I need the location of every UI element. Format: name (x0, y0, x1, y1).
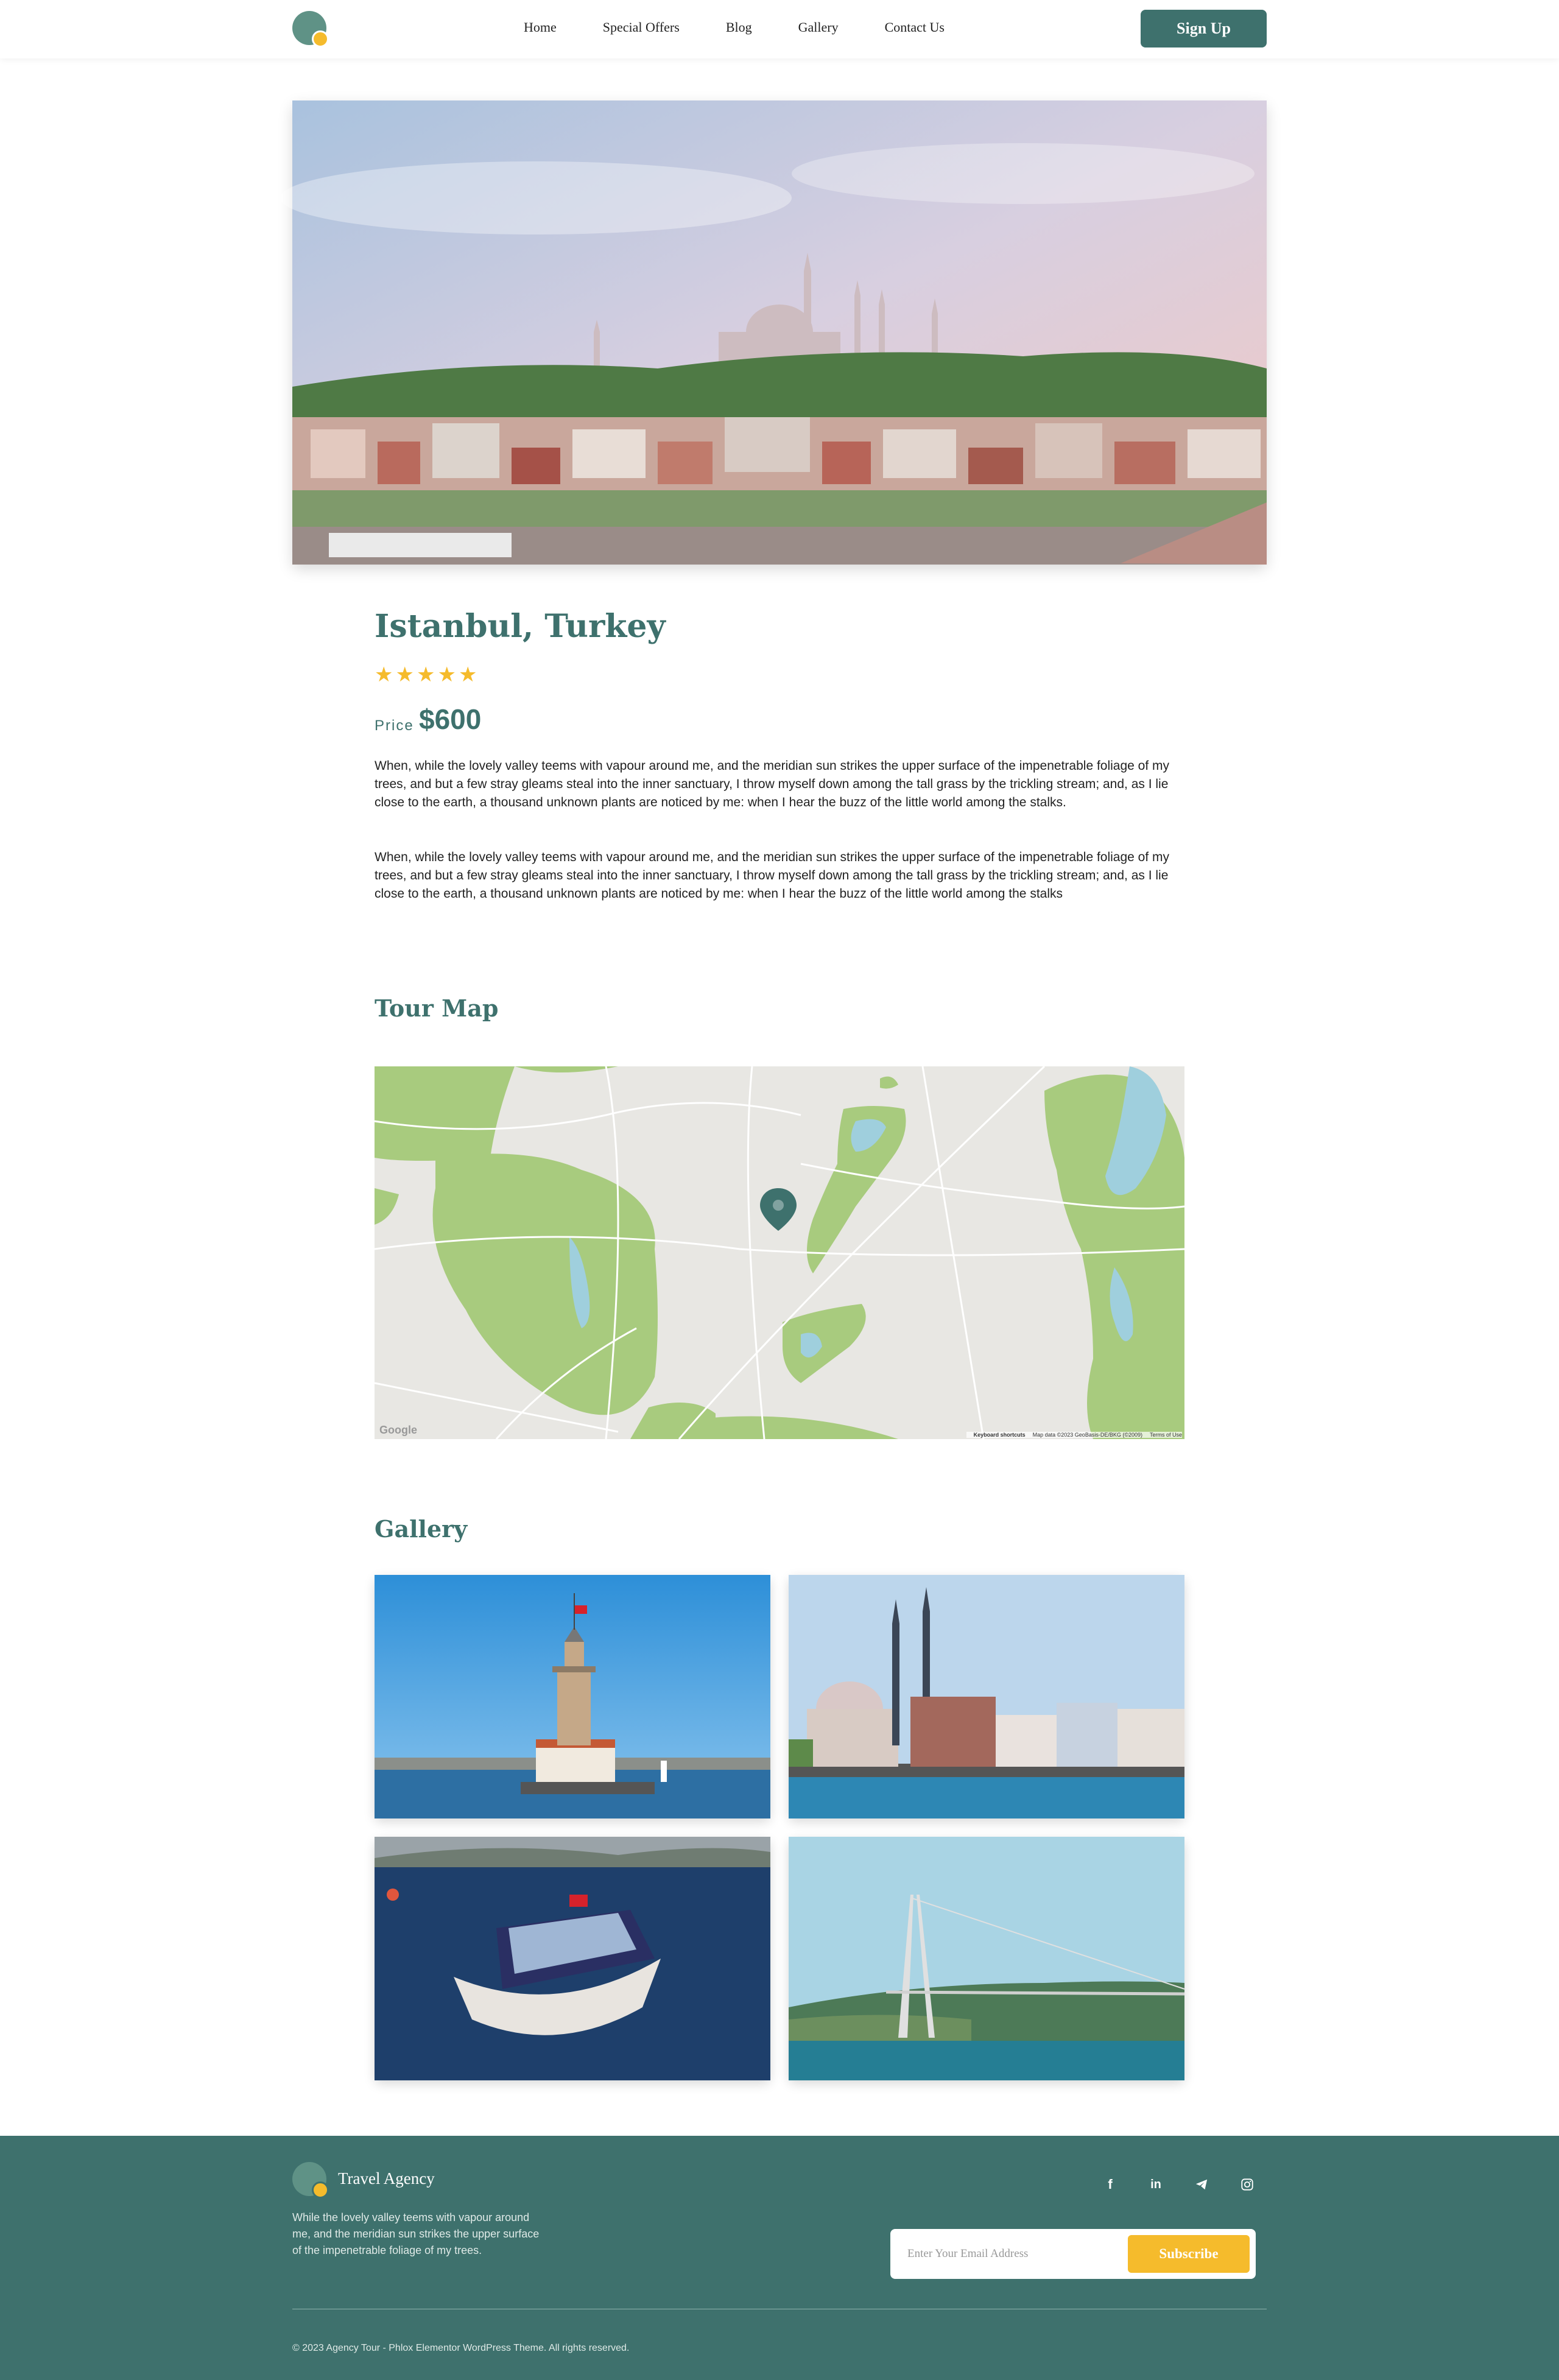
gallery-image-boat[interactable] (375, 1837, 770, 2080)
description-paragraph: When, while the lovely valley teems with vapour around me, and the meridian sun strikes the upper surface of the impenetrable foliage of my trees, and but a few stray gleams steal into the inner sanctuary, I throw myself down among the tall grass by the trickling stream; and, as I lie close to the earth, a thousand unknown plants are noticed by me: when I hear the buzz of the little world among the stalks (375, 850, 1170, 901)
logo-dot (312, 30, 329, 48)
terms-link[interactable]: Terms of Use (1149, 1432, 1182, 1438)
footer-logo[interactable] (292, 2162, 329, 2199)
tour-map[interactable] (375, 1066, 1184, 1439)
star-icon: ★ (416, 663, 435, 686)
email-input[interactable]: Enter Your Email Address (907, 2247, 1029, 2260)
linkedin-icon[interactable]: in (1150, 2177, 1161, 2191)
top-nav (0, 0, 1559, 58)
tour-map-title: Tour Map (375, 995, 499, 1022)
subscribe-button[interactable]: Subscribe (1128, 2235, 1250, 2273)
gallery-image-maiden-tower[interactable] (375, 1575, 770, 1818)
footer-description: While the lovely valley teems with vapour around me, and the meridian sun strikes the upper surface of the impenetrable foliage of my trees. (292, 2211, 540, 2256)
footer-brand: Travel Agency (338, 2169, 435, 2188)
gallery-image-ortakoy-mosque[interactable] (789, 1575, 1184, 1818)
facebook-icon[interactable]: f (1108, 2177, 1113, 2192)
description-paragraph: When, while the lovely valley teems with vapour around me, and the meridian sun strikes the upper surface of the impenetrable foliage of my trees, and but a few stray gleams steal into the inner sanctuary, I throw myself down among the tall grass by the trickling stream; and, as I lie close to the earth, a thousand unknown plants are noticed by me: when I hear the buzz of the little world among the stalks. (375, 759, 1170, 809)
star-icon: ★ (395, 663, 414, 686)
price-label: Price (375, 717, 414, 734)
nav-gallery[interactable]: Gallery (798, 19, 839, 35)
logo-dot (312, 2181, 329, 2199)
map-tiles (375, 1066, 1184, 1439)
footer (0, 2136, 1559, 2380)
half-star-icon: ★ (458, 663, 477, 686)
nav-links (524, 0, 991, 55)
hero-image (292, 100, 1267, 565)
copyright: © 2023 Agency Tour - Phlox Elementor WordPress Theme. All rights reserved. (292, 2343, 630, 2353)
logo[interactable] (292, 11, 329, 48)
star-icon: ★ (375, 663, 393, 686)
map-footer (966, 1432, 1182, 1438)
rating-stars (375, 663, 479, 687)
tour-title: Istanbul, Turkey (375, 608, 666, 645)
keyboard-shortcuts-link[interactable]: Keyboard shortcuts (973, 1432, 1026, 1438)
star-icon: ★ (437, 663, 456, 686)
nav-special-offers[interactable]: Special Offers (602, 19, 680, 35)
subscribe-form (890, 2229, 1256, 2279)
signup-button[interactable]: Sign Up (1141, 10, 1267, 48)
nav-blog[interactable]: Blog (725, 19, 752, 35)
telegram-icon[interactable] (1191, 2174, 1212, 2195)
nav-contact[interactable]: Contact Us (884, 19, 945, 35)
google-logo: Google (379, 1424, 417, 1436)
istanbul-skyline-illustration (292, 100, 1267, 565)
nav-home[interactable]: Home (524, 19, 557, 35)
map-data-text: Map data ©2023 GeoBasis-DE/BKG (©2009) (1032, 1432, 1142, 1438)
price-value: $600 (419, 703, 482, 735)
instagram-icon[interactable] (1236, 2174, 1258, 2195)
gallery-title: Gallery (375, 1515, 468, 1543)
gallery-image-bridge[interactable] (789, 1837, 1184, 2080)
social-links (1099, 2174, 1282, 2195)
